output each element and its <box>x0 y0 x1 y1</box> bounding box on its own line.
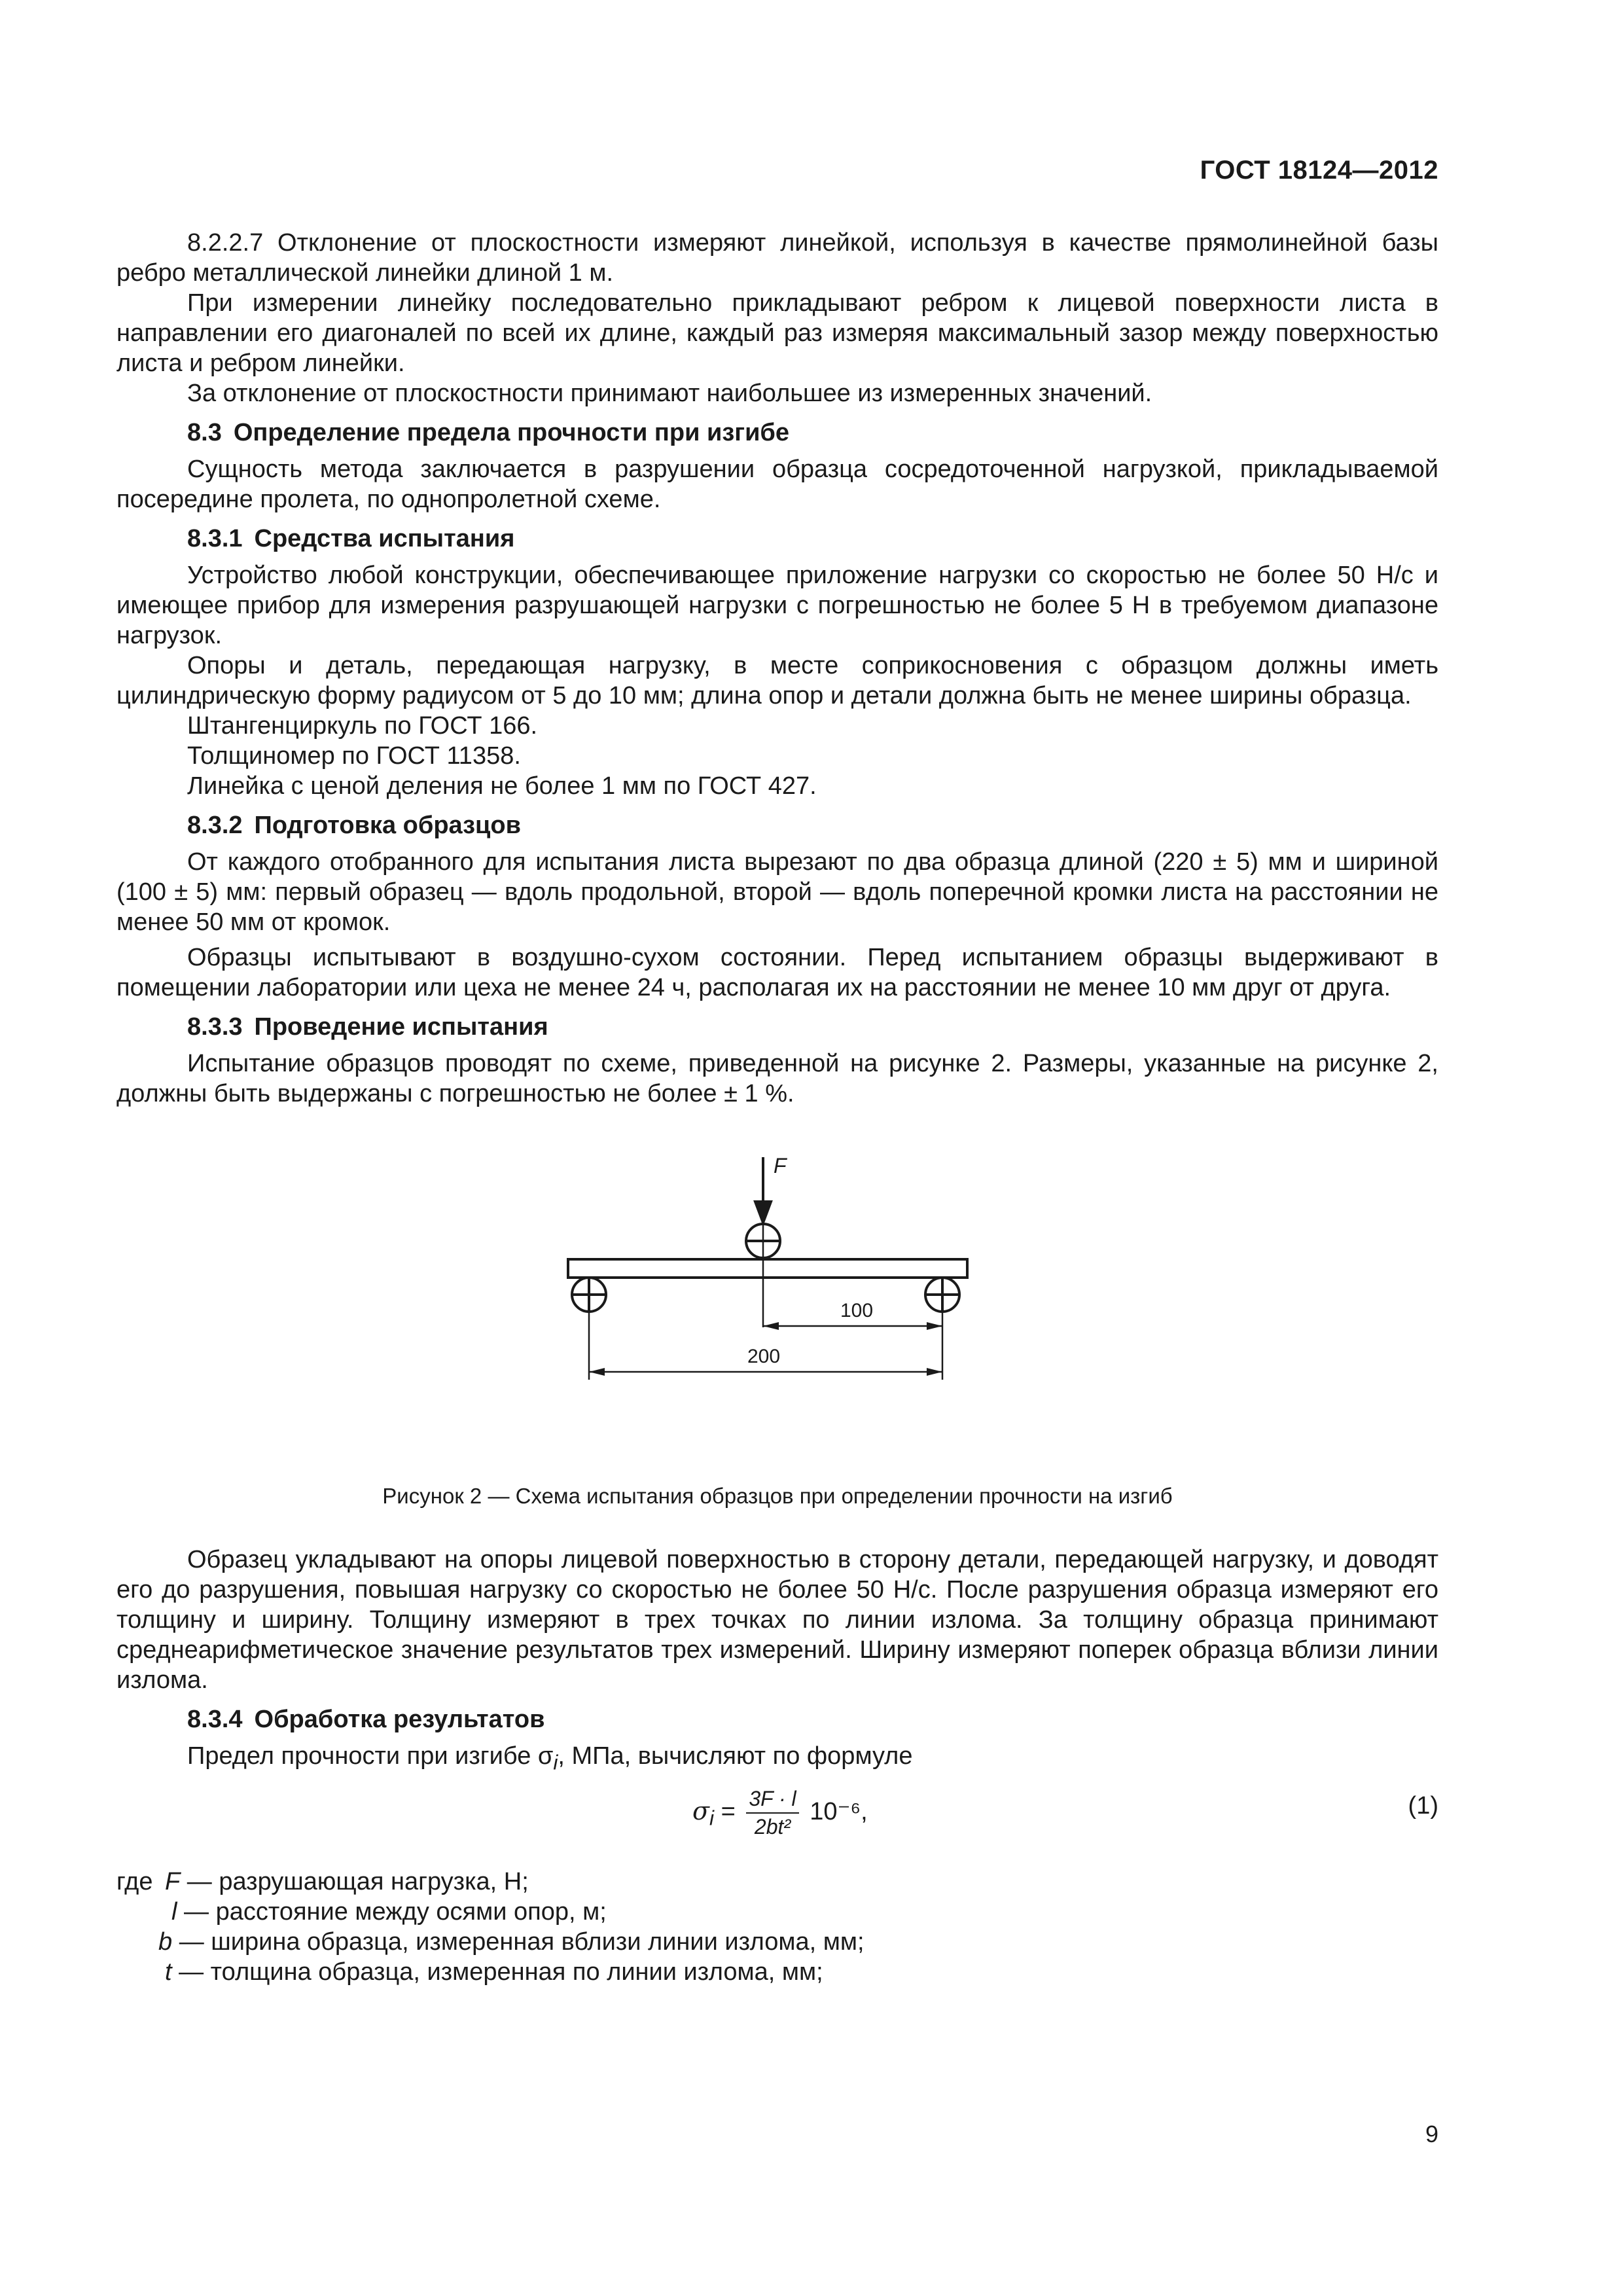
section-number: 8.3.2 <box>187 812 243 839</box>
section-title: Проведение испытания <box>254 1013 548 1041</box>
variable-definitions <box>116 1867 1438 1987</box>
formula-fraction <box>746 1787 798 1839</box>
paragraph: За отклонение от плоскостности принимают наибольшее из измеренных значений. <box>187 380 1152 407</box>
paragraph: Опоры и деталь, передающая нагрузку, в месте соприкосновения с образцом должны иметь цилиндрическую форму радиусом от 5 до 10 мм; длина опор и детали должна быть не менее ширины образца. <box>116 652 1438 709</box>
section-heading-8-3 <box>116 418 1438 448</box>
specimen-beam <box>568 1259 967 1278</box>
paragraph: Толщиномер по ГОСТ 11358. <box>187 742 521 770</box>
section-number: 8.3.1 <box>187 525 243 552</box>
formula-numerator: 3F · l <box>746 1787 798 1814</box>
section-heading-8-3-2 <box>116 810 1438 840</box>
subscript: i <box>553 1750 558 1774</box>
formula-1 <box>116 1783 1438 1861</box>
where-lead: где <box>116 1867 153 1895</box>
figure-caption: Рисунок 2 — Схема испытания образцов при определении прочности на изгиб <box>382 1484 1173 1508</box>
formula-expression <box>692 1787 868 1839</box>
paragraph: Устройство любой конструкции, обеспечивающее приложение нагрузки со скоростью не более 50 Н/с и имеющее прибор для измерения разрушающей нагрузки с погрешностью не более 5 Н в требуемом диапазоне нагрузок. <box>116 562 1438 649</box>
paragraph: От каждого отобранного для испытания листа вырезают по два образца длиной (220 ± 5) мм и шириной (100 ± 5) мм: первый образец — вдоль продольной, второй — вдоль поперечной кромки листа на расстоянии не менее 50 мм от кромок. <box>116 848 1438 936</box>
document-header: ГОСТ 18124—2012 <box>1200 156 1438 185</box>
section-title: Средства испытания <box>254 525 515 552</box>
force-arrow-head <box>755 1202 771 1223</box>
dim100-arrow-left <box>763 1322 779 1330</box>
paragraph: Линейка с ценой деления не более 1 мм по ГОСТ 427. <box>187 772 817 800</box>
definition-symbol: t <box>165 1958 172 1986</box>
section-title: Обработка результатов <box>254 1706 545 1733</box>
definition-symbol: b <box>158 1928 173 1956</box>
paragraph: Образцы испытывают в воздушно-сухом состоянии. Перед испытанием образцы выдерживают в помещении лаборатории или цеха не менее 24 ч, располагая их на расстоянии не менее 10 мм друг от друга. <box>116 944 1438 1001</box>
definition-text: — ширина образца, измеренная вблизи линии излома, мм; <box>179 1928 865 1956</box>
definition-row <box>116 1927 1438 1957</box>
paragraph: Штангенциркуль по ГОСТ 166. <box>187 712 538 740</box>
section-heading-8-3-3 <box>116 1012 1438 1042</box>
beam-test-diagram <box>116 1124 1438 1478</box>
paragraph: Сущность метода заключается в разрушении образца сосредоточенной нагрузкой, прикладываемой посередине пролета, по однопролетной схеме. <box>116 456 1438 513</box>
section-number: 8.3 <box>187 419 222 446</box>
dim100-arrow-right <box>927 1322 942 1330</box>
formula-denominator: 2bt² <box>754 1814 791 1839</box>
formula-number: (1) <box>1408 1791 1438 1820</box>
formula-equals: = <box>721 1797 736 1825</box>
section-number: 8.3.4 <box>187 1706 243 1733</box>
paragraph: Испытание образцов проводят по схеме, приведенной на рисунке 2. Размеры, указанные на рисунке 2, должны быть выдержаны с погрешностью не более ± 1 %. <box>116 1050 1438 1107</box>
section-heading-8-3-4 <box>116 1704 1438 1734</box>
dim200-arrow-right <box>927 1368 942 1376</box>
dimension-100-label: 100 <box>840 1300 874 1321</box>
definition-row <box>116 1867 1438 1897</box>
document-body <box>116 228 1438 1987</box>
page-number: 9 <box>1425 2121 1438 2147</box>
document-page <box>116 0 1438 2296</box>
definition-text: — разрушающая нагрузка, Н; <box>187 1867 529 1895</box>
definition-row <box>116 1957 1438 1987</box>
formula-factor: 10⁻⁶, <box>810 1797 868 1825</box>
figure-2-test-scheme <box>116 1124 1438 1478</box>
paragraph-formula-intro <box>116 1741 1438 1778</box>
section-title: Определение предела прочности при изгибе <box>233 419 790 446</box>
section-title: Подготовка образцов <box>254 812 521 839</box>
formula-lhs-subscript: i <box>709 1806 714 1830</box>
definition-symbol: F <box>165 1867 181 1895</box>
definition-text: — толщина образца, измеренная по линии излома, мм; <box>179 1958 823 1986</box>
paragraph: Образец укладывают на опоры лицевой поверхностью в сторону детали, передающей нагрузку, и доводят его до разрушения, повышая нагрузку со скоростью не более 50 Н/с. После разрушения образца измеряют его толщину и ширину. Толщину измеряют в трех точках по линии излома. За толщину образца принимают среднеарифметическое значение результатов трех измерений. Ширину измеряют поперек образца вблизи линии излома. <box>116 1546 1438 1694</box>
formula-lhs: σ <box>692 1796 709 1825</box>
section-number: 8.3.3 <box>187 1013 243 1041</box>
definition-symbol: l <box>171 1897 177 1926</box>
force-label: F <box>774 1154 787 1177</box>
paragraph: При измерении линейку последовательно прикладывают ребром к лицевой поверхности листа в направлении его диагоналей по всей их длине, каждый раз измеряя максимальный зазор между поверхностью листа и ребром линейки. <box>116 289 1438 377</box>
dim200-arrow-left <box>589 1368 605 1376</box>
definition-text: — расстояние между осями опор, м; <box>184 1897 607 1926</box>
paragraph-8-2-2-7: 8.2.2.7 Отклонение от плоскостности измеряют линейкой, используя в качестве прямолинейной базы ребро металлической линейки длиной 1 м. <box>116 229 1438 287</box>
text-fragment: Предел прочности при изгибе σ <box>187 1742 554 1770</box>
section-heading-8-3-1 <box>116 524 1438 554</box>
dimension-200-label: 200 <box>747 1346 781 1367</box>
text-fragment: , МПа, вычисляют по формуле <box>558 1742 913 1770</box>
definition-row <box>116 1897 1438 1927</box>
